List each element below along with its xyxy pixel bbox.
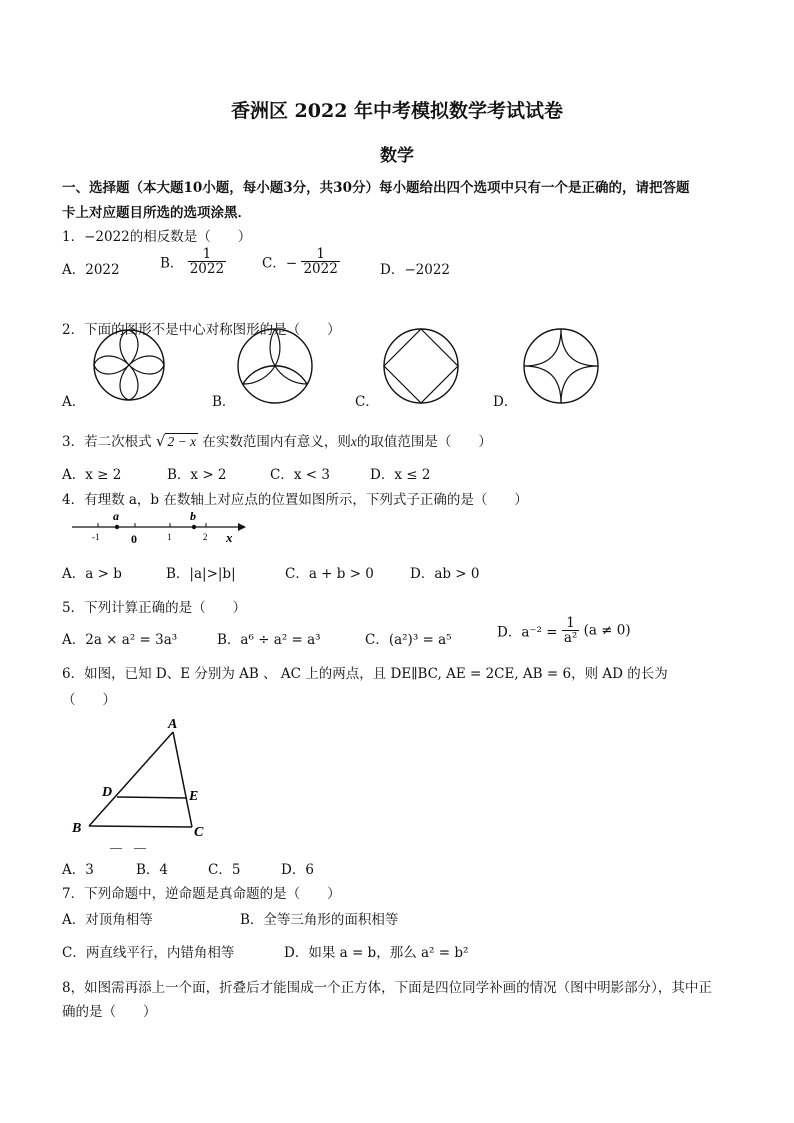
q2-option-d: D． — [493, 394, 518, 410]
q6-label-e: E — [189, 789, 199, 804]
q8-stem-line1: 8，如图需再添上一个面，折叠后才能围成一个正方体，下面是四位同学补画的情况（图中明影部分），其中正 — [62, 980, 712, 996]
q1-option-c-denominator: 2022 — [303, 261, 338, 278]
q1-option-c-numerator: 1 — [301, 247, 339, 262]
q6-label-a: A — [168, 717, 178, 732]
q2-figure-a-four-petal-circle — [92, 328, 166, 402]
q3-stem-pre: 3．若二次根式 — [62, 434, 152, 450]
q3-option-c: C．x < 3 — [270, 467, 330, 483]
q7-option-b: B．全等三角形的面积相等 — [240, 912, 399, 928]
q7-option-a: A．对顶角相等 — [62, 912, 153, 928]
q2-figure-c-inscribed-square-circle — [382, 327, 460, 405]
q3-option-d: D．x ≤ 2 — [370, 467, 431, 483]
q6-side-bc — [89, 826, 192, 827]
q3-stem-post: 在实数范围内有意义，则 — [202, 434, 351, 450]
q1-stem: 1．−2022的相反数是（ ） — [62, 229, 252, 245]
q4-option-a: A．a > b — [62, 566, 122, 582]
q3-radicand: 2 − x — [167, 434, 197, 449]
exam-title: 香洲区 2022 年中考模拟数学考试试卷 — [230, 100, 564, 122]
q1-option-b-numerator: 1 — [188, 247, 226, 262]
q5-stem: 5．下列计算正确的是（ ） — [62, 600, 247, 616]
q6-stem-line2: （ ） — [62, 692, 116, 708]
q3-option-b: B．x > 2 — [167, 467, 227, 483]
q6-side-ab — [89, 732, 173, 826]
q7-option-d: D．如果 a = b，那么 a² = b² — [284, 945, 469, 961]
q2-option-a: A． — [62, 394, 86, 410]
q1-option-a: A．2022 — [62, 262, 120, 278]
q5-option-a: A．2a × a² = 3a³ — [62, 632, 178, 648]
q5-option-d-denominator: a² — [563, 630, 578, 647]
q4-option-d: D．ab > 0 — [410, 566, 480, 582]
subject-title: 数学 — [380, 146, 414, 166]
q4-number-line — [70, 508, 250, 548]
q8-stem-line2: 确的是（ ） — [62, 1004, 157, 1020]
q1-option-b-denominator: 2022 — [189, 261, 225, 278]
q6-option-b: B．4 — [136, 862, 169, 878]
q4-point-a — [115, 525, 119, 529]
q6-option-c: C．5 — [208, 862, 241, 878]
q4-stem: 4．有理数 a，b 在数轴上对应点的位置如图所示，下列式子正确的是（ ） — [62, 492, 528, 508]
q5-option-d-suffix: (a ≠ 0) — [583, 622, 631, 639]
q6-label-c: C — [194, 825, 204, 840]
q5-option-b: B．a⁶ ÷ a² = a³ — [217, 632, 321, 648]
q2-figure-b-three-arc-circle — [236, 327, 314, 405]
q3-option-a: A．x ≥ 2 — [62, 467, 122, 483]
q4-option-c: C．a + b > 0 — [285, 566, 374, 582]
section-heading-line2: 卡上对应题目所选的选项涂黑． — [62, 205, 251, 221]
q5-option-d-prefix: D．a⁻² = — [497, 624, 558, 641]
q6-label-d: D — [102, 785, 113, 800]
q4-tick-label-1: 1 — [167, 532, 172, 542]
q4-point-b — [192, 525, 196, 529]
q1-option-c-prefix: C．− — [262, 255, 298, 272]
q3-stem — [62, 430, 492, 450]
q4-axis-arrow — [238, 523, 246, 531]
q4-label-x: x — [226, 530, 233, 545]
q6-side-ac — [173, 732, 192, 827]
q4-option-b: B．|a|>|b| — [166, 566, 236, 582]
q6-marks: — — — [110, 840, 147, 854]
q4-tick-label-2: 2 — [203, 532, 208, 542]
q3-sqrt: √ 2 − x — [155, 432, 197, 450]
q1-option-d: D．−2022 — [380, 262, 450, 278]
q1-option-c — [262, 247, 340, 276]
q2-figure-d-astroid-circle — [522, 327, 600, 405]
q4-label-b: b — [190, 509, 196, 523]
q6-segment-de — [117, 797, 187, 798]
q5-option-d-numerator: 1 — [562, 616, 579, 631]
q1-option-b-prefix: B． — [160, 255, 184, 272]
q6-stem-line1: 6．如图，已知 D、E 分别为 AB 、 AC 上的两点，且 DE∥BC, AE = 2CE, AB = 6，则 AD 的长为 — [62, 666, 668, 682]
q2-option-c: C． — [355, 394, 379, 410]
q7-stem: 7．下列命题中，逆命题是真命题的是（ ） — [62, 886, 341, 902]
q6-option-d: D．6 — [281, 862, 314, 878]
q4-label-a: a — [113, 509, 119, 523]
q6-triangle-figure — [70, 714, 220, 854]
section-heading-line1: 一、选择题（本大题10小题，每小题3分，共30分）每小题给出四个选项中只有一个是正确的，请把答题 — [62, 180, 690, 196]
q5-option-c: C．(a²)³ = a⁵ — [365, 632, 452, 648]
q7-option-c: C．两直线平行，内错角相等 — [62, 945, 235, 961]
q4-tick-label-0: 0 — [131, 532, 137, 546]
q2-stem: 2．下面的图形不是中心对称图形的是（ ） — [62, 322, 341, 338]
q5-option-d — [497, 616, 631, 645]
q3-variable: x — [350, 434, 357, 449]
q2-option-b: B． — [212, 394, 236, 410]
q3-stem-end: 的取值范围是（ ） — [356, 434, 492, 450]
q6-option-a: A．3 — [62, 862, 94, 878]
q6-label-b: B — [72, 821, 82, 836]
q1-option-b — [160, 247, 226, 276]
q4-tick-label-m1: -1 — [92, 532, 100, 542]
